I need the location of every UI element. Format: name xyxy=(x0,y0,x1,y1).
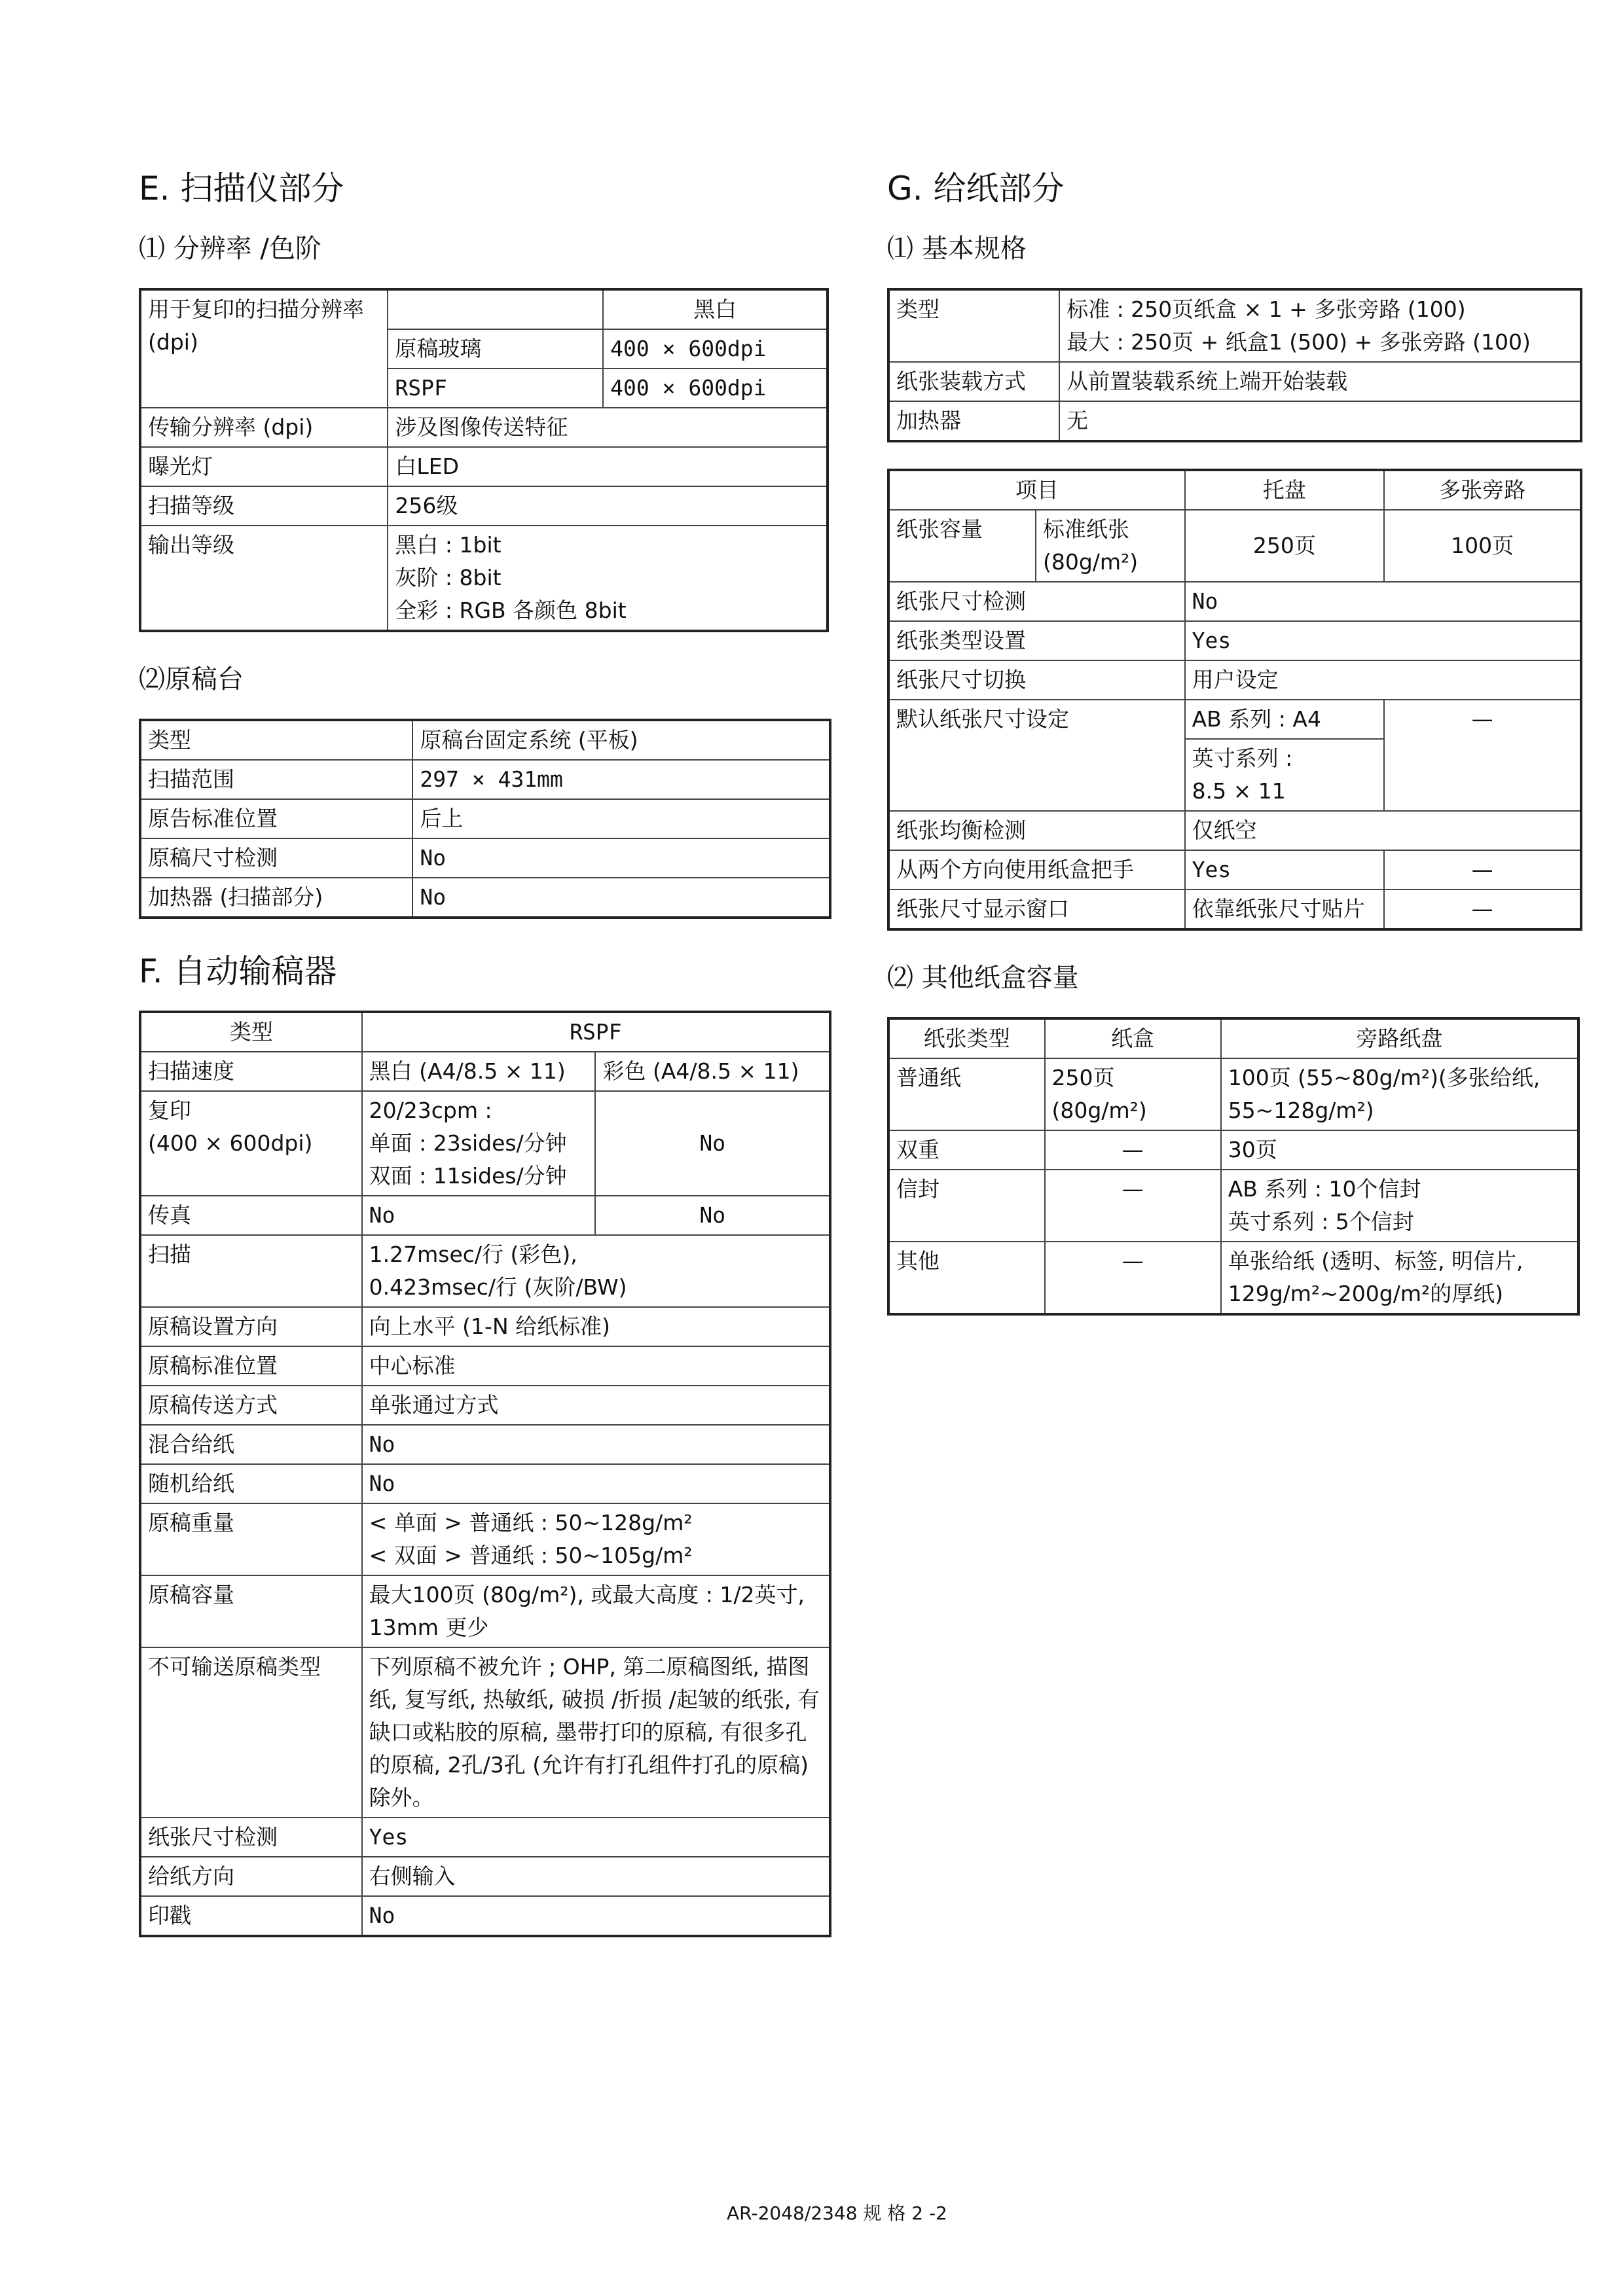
cell: No xyxy=(1185,582,1581,621)
cell: No xyxy=(412,878,830,918)
cell: 纸盒 xyxy=(1045,1018,1221,1058)
cell: 彩色 (A4/8.5 × 11) xyxy=(595,1052,830,1091)
cell: 右侧输入 xyxy=(362,1857,830,1896)
cell: No xyxy=(362,1896,830,1936)
cell: 黑白 (A4/8.5 × 11) xyxy=(362,1052,596,1091)
line: 0.423msec/行 (灰阶/BW) xyxy=(369,1274,627,1300)
line: 黑白 : 1bit xyxy=(395,532,501,558)
line: 全彩 : RGB 各颜色 8bit xyxy=(395,598,627,623)
cell: 扫描等级 xyxy=(140,486,388,526)
left-column xyxy=(139,162,839,1937)
cell: — xyxy=(1045,1170,1221,1242)
cell: 仅纸空 xyxy=(1185,811,1581,850)
cell: 依靠纸张尺寸贴片 xyxy=(1185,889,1385,929)
line: (80g/m²) xyxy=(1051,1098,1147,1123)
line: 单面 : 23sides/分钟 xyxy=(369,1130,567,1156)
cell: 原稿台固定系统 (平板) xyxy=(412,720,830,760)
cell: — xyxy=(1045,1242,1221,1314)
line: 复印 xyxy=(148,1098,191,1123)
type-values xyxy=(1059,289,1581,362)
cell: 从两个方向使用纸盒把手 xyxy=(888,850,1185,889)
cell: RSPF xyxy=(388,368,603,408)
cell: 类型 xyxy=(140,720,412,760)
standard-paper xyxy=(1036,510,1185,582)
cell: 传输分辨率 (dpi) xyxy=(140,408,388,447)
cell: 项目 xyxy=(888,470,1185,510)
cell: 托盘 xyxy=(1185,470,1385,510)
cell: 原稿标准位置 xyxy=(140,1346,362,1386)
adf-table xyxy=(139,1011,831,1937)
cell: AB 系列 : A4 xyxy=(1185,700,1385,739)
cell: 普通纸 xyxy=(888,1058,1045,1130)
cell: 向上水平 (1-N 给纸标准) xyxy=(362,1307,830,1346)
line: 最大 : 250页 + 纸盒1 (500) + 多张旁路 (100) xyxy=(1067,329,1531,355)
cell: 扫描速度 xyxy=(140,1052,362,1091)
cell: 白LED xyxy=(388,447,828,486)
cell: 单张通过方式 xyxy=(362,1386,830,1425)
cell: 下列原稿不被允许 ; OHP, 第二原稿图纸, 描图纸, 复写纸, 热敏纸, 破损 /折损 /起皱的纸张, 有缺口或粘胶的原稿, 墨带打印的原稿, 有很多孔的原稿, 2孔/3孔 (允许有打孔组件打孔的原稿) 除外。 xyxy=(362,1647,830,1818)
cell: No xyxy=(412,838,830,878)
output-levels xyxy=(388,526,828,631)
cell: 纸张类型设置 xyxy=(888,621,1185,660)
cell: 默认纸张尺寸设定 xyxy=(888,700,1185,811)
line: 灰阶 : 8bit xyxy=(395,565,501,590)
platen-table xyxy=(139,719,831,919)
copy-resolution-label: 用于复印的扫描分辨率 (dpi) xyxy=(140,289,388,408)
inch-series xyxy=(1185,739,1385,811)
tray-spec-table xyxy=(887,469,1582,931)
cell: 曝光灯 xyxy=(140,447,388,486)
weight-values xyxy=(362,1503,830,1575)
line: 129g/m²~200g/m²的厚纸) xyxy=(1228,1281,1504,1306)
cell: 纸张尺寸检测 xyxy=(140,1818,362,1857)
line: 1.27msec/行 (彩色), xyxy=(369,1242,577,1267)
tray-plain xyxy=(1045,1058,1221,1130)
cell: 加热器 (扫描部分) xyxy=(140,878,412,918)
other-values xyxy=(1221,1242,1578,1314)
line: 标准纸张 xyxy=(1042,516,1129,542)
cell: 混合给纸 xyxy=(140,1425,362,1464)
cell: 输出等级 xyxy=(140,526,388,631)
line: 单张给纸 (透明、标签, 明信片, xyxy=(1228,1248,1523,1274)
section-e-title: E. 扫描仪部分 xyxy=(139,170,344,207)
resolution-subtitle: ⑴ 分辨率 /色阶 xyxy=(139,234,321,264)
cell: — xyxy=(1384,889,1581,929)
line: 标准 : 250页纸盒 × 1 + 多张旁路 (100) xyxy=(1067,296,1466,322)
cell: No xyxy=(595,1196,830,1235)
cell: 30页 xyxy=(1221,1130,1578,1170)
other-tray-subtitle: ⑵ 其他纸盒容量 xyxy=(887,963,1079,993)
cell: No xyxy=(362,1464,830,1503)
line: (80g/m²) xyxy=(1042,549,1139,575)
line: 双面 : 11sides/分钟 xyxy=(369,1163,567,1189)
right-column xyxy=(887,162,1588,1316)
cell: 297 × 431mm xyxy=(412,760,830,799)
resolution-table xyxy=(139,288,829,632)
cell: 用户设定 xyxy=(1185,660,1581,700)
cell: RSPF xyxy=(362,1012,830,1052)
line: AB 系列 : 10个信封 xyxy=(1228,1176,1421,1202)
other-tray-table xyxy=(887,1017,1580,1316)
cell: 原告标准位置 xyxy=(140,799,412,838)
line: 英寸系列 : 5个信封 xyxy=(1228,1209,1414,1234)
cell: 旁路纸盘 xyxy=(1221,1018,1578,1058)
cell: 原稿设置方向 xyxy=(140,1307,362,1346)
cell: 100页 xyxy=(1384,510,1581,582)
basic-spec-table xyxy=(887,288,1582,442)
cell: 256级 xyxy=(388,486,828,526)
bw-header: 黑白 xyxy=(603,289,828,329)
cell: No xyxy=(595,1091,830,1196)
cell: 无 xyxy=(1059,401,1581,441)
cell: 类型 xyxy=(140,1012,362,1052)
cell: 信封 xyxy=(888,1170,1045,1242)
line: 英寸系列 : xyxy=(1192,745,1293,771)
line: 20/23cpm : xyxy=(369,1098,492,1123)
empty-cell xyxy=(388,289,603,329)
line: (400 × 600dpi) xyxy=(148,1130,313,1156)
cell: 其他 xyxy=(888,1242,1045,1314)
envelope-values xyxy=(1221,1170,1578,1242)
cell: 原稿尺寸检测 xyxy=(140,838,412,878)
cell: 给纸方向 xyxy=(140,1857,362,1896)
cell: 250页 xyxy=(1185,510,1385,582)
line: 8.5 × 11 xyxy=(1192,778,1286,804)
bypass-plain xyxy=(1221,1058,1578,1130)
line: 100页 (55~80g/m²)(多张给纸, xyxy=(1228,1065,1541,1090)
cell: No xyxy=(362,1196,596,1235)
cell: 加热器 xyxy=(888,401,1059,441)
cell: 400 × 600dpi xyxy=(603,368,828,408)
cell: 纸张尺寸显示窗口 xyxy=(888,889,1185,929)
line: < 单面 > 普通纸 : 50~128g/m² xyxy=(369,1510,693,1535)
cell: 原稿传送方式 xyxy=(140,1386,362,1425)
cell: 原稿容量 xyxy=(140,1575,362,1647)
scan-speed xyxy=(362,1235,830,1307)
line: 55~128g/m²) xyxy=(1228,1098,1374,1123)
line: < 双面 > 普通纸 : 50~105g/m² xyxy=(369,1543,693,1568)
cell: 纸张尺寸检测 xyxy=(888,582,1185,621)
cell: Yes xyxy=(362,1818,830,1857)
section-g-title: G. 给纸部分 xyxy=(887,170,1065,207)
cell: 纸张尺寸切换 xyxy=(888,660,1185,700)
platen-subtitle: ⑵原稿台 xyxy=(139,664,244,694)
cell: 原稿玻璃 xyxy=(388,329,603,368)
cell: — xyxy=(1045,1130,1221,1170)
copy-speed xyxy=(362,1091,596,1196)
cell: 扫描 xyxy=(140,1235,362,1307)
cell: 400 × 600dpi xyxy=(603,329,828,368)
cell: 纸张容量 xyxy=(888,510,1036,582)
cell: 扫描范围 xyxy=(140,760,412,799)
cell: — xyxy=(1384,850,1581,889)
cell: 多张旁路 xyxy=(1384,470,1581,510)
cell: 后上 xyxy=(412,799,830,838)
cell: Yes xyxy=(1185,850,1385,889)
cell: 类型 xyxy=(888,289,1059,362)
cell: No xyxy=(362,1425,830,1464)
cell: 纸张类型 xyxy=(888,1018,1045,1058)
cell: 纸张均衡检测 xyxy=(888,811,1185,850)
cell: 原稿重量 xyxy=(140,1503,362,1575)
cell: 从前置装载系统上端开始装载 xyxy=(1059,362,1581,401)
cell: 随机给纸 xyxy=(140,1464,362,1503)
cell: 涉及图像传送特征 xyxy=(388,408,828,447)
page-footer: AR-2048/2348 规 格 2 -2 xyxy=(727,2202,947,2224)
cell: 双重 xyxy=(888,1130,1045,1170)
copy-label xyxy=(140,1091,362,1196)
cell: 不可输送原稿类型 xyxy=(140,1647,362,1818)
cell: Yes xyxy=(1185,621,1581,660)
line: 250页 xyxy=(1051,1065,1115,1090)
cell: 中心标准 xyxy=(362,1346,830,1386)
cell: — xyxy=(1384,700,1581,811)
cell: 传真 xyxy=(140,1196,362,1235)
cell: 印戳 xyxy=(140,1896,362,1936)
cell: 纸张装载方式 xyxy=(888,362,1059,401)
cell: 最大100页 (80g/m²), 或最大高度 : 1/2英寸, 13mm 更少 xyxy=(362,1575,830,1647)
basic-spec-subtitle: ⑴ 基本规格 xyxy=(887,234,1027,264)
section-f-title: F. 自动输稿器 xyxy=(139,952,337,990)
